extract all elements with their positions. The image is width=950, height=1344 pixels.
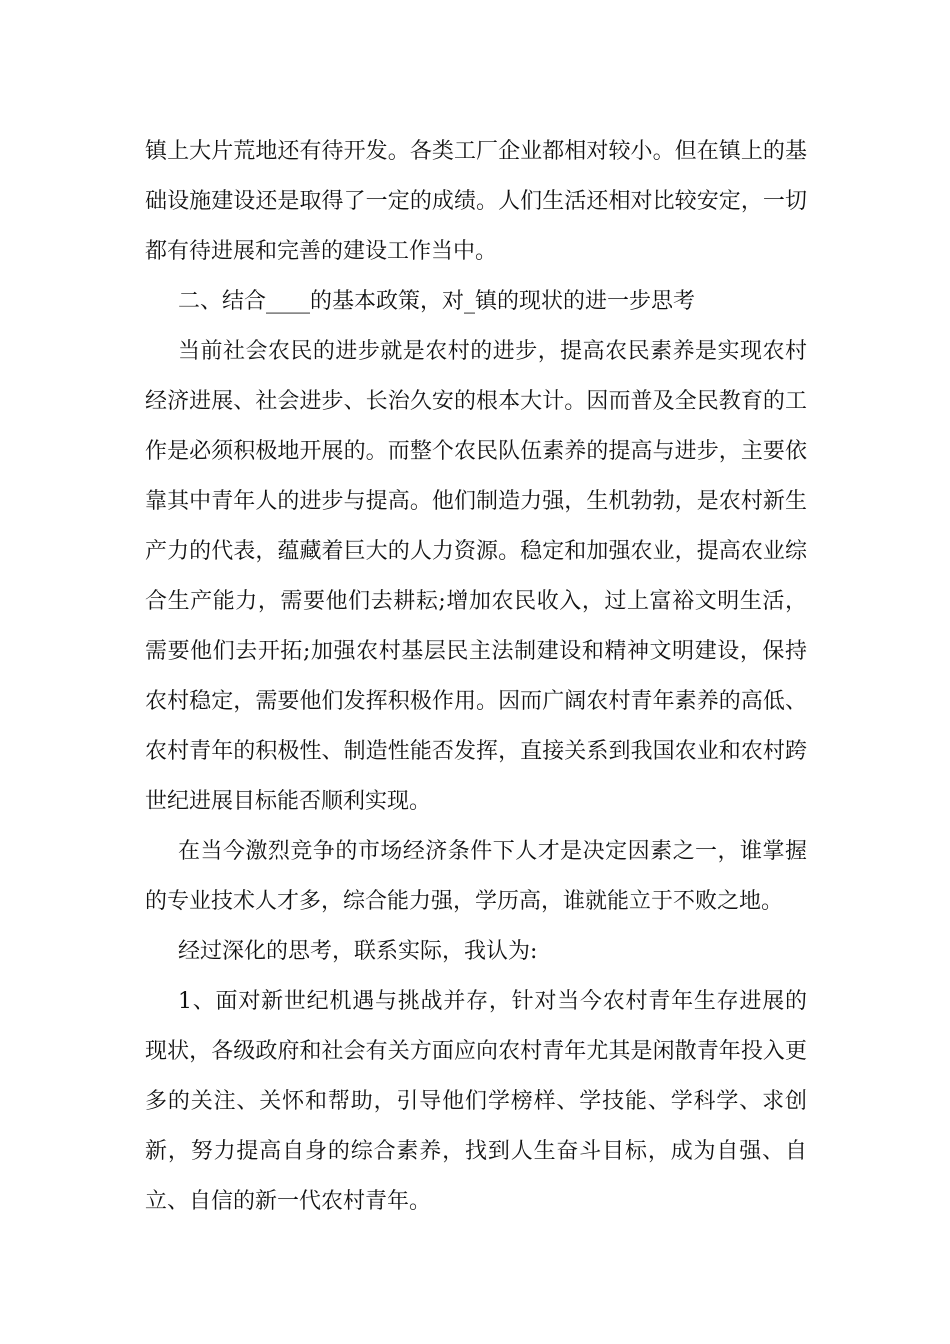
paragraph-point-1: 1、面对新世纪机遇与挑战并存，针对当今农村青年生存进展的现状，各级政府和社会有关方面应向农村青年尤其是闲散青年投入更多的关注、关怀和帮助，引导他们学榜样、学技能、学科学、求创新，努力提高自身的综合素养，找到人生奋斗目标，成为自强、自立、自信的新一代农村青年。 [145,989,807,1214]
paragraph-rural-youth: 当前社会农民的进步就是农村的进步，提高农民素养是实现农村经济进展、社会进步、长治久安的根本大计。因而普及全民教育的工作是必须积极地开展的。而整个农民队伍素养的提高与进步，主要依靠其中青年人的进步与提高。他们制造力强，生机勃勃，是农村新生产力的代表，蕴藏着巨大的人力资源。稳定和加强农业，提高农业综合生产能力，需要他们去耕耘;增加农民收入，过上富裕文明生活，需要他们去开拓;加强农村基层民主法制建设和精神文明建设，保持农村稳定，需要他们发挥积极作用。因而广阔农村青年素养的高低、农村青年的积极性、制造性能否发挥，直接关系到我国农业和农村跨世纪进展目标能否顺利实现。 [145,339,807,814]
paragraph-talent-competition: 在当今激烈竞争的市场经济条件下人才是决定因素之一，谁掌握的专业技术人才多，综合能力强，学历高，谁就能立于不败之地。 [145,839,807,914]
section-heading: 二、结合____的基本政策，对_镇的现状的进一步思考 [178,289,696,314]
paragraph-continuation: 镇上大片荒地还有待开发。各类工厂企业都相对较小。但在镇上的基础设施建设还是取得了一定的成绩。人们生活还相对比较安定，一切都有待进展和完善的建设工作当中。 [145,139,807,264]
document-body [145,127,807,1227]
paragraph-conclusion-intro: 经过深化的思考，联系实际，我认为: [178,939,538,964]
